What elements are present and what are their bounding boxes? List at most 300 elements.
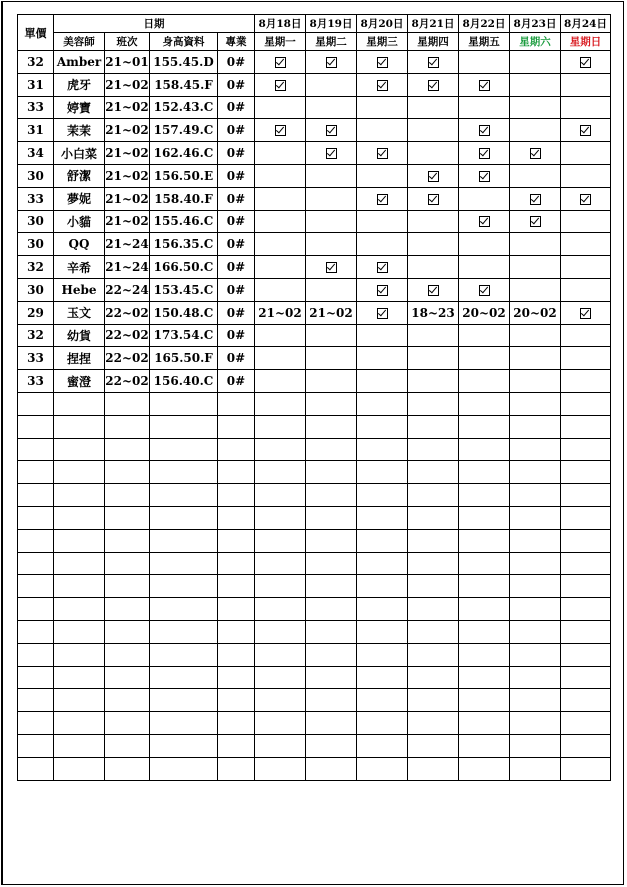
empty-cell[interactable]: [54, 757, 105, 780]
empty-cell[interactable]: [255, 757, 306, 780]
empty-cell[interactable]: [561, 689, 611, 712]
day-cell[interactable]: [561, 324, 611, 347]
empty-cell[interactable]: [306, 484, 357, 507]
day-cell[interactable]: [306, 324, 357, 347]
empty-cell[interactable]: [218, 529, 255, 552]
stylist-cell[interactable]: 虎牙: [54, 73, 105, 96]
day-cell[interactable]: [306, 256, 357, 279]
empty-cell[interactable]: [510, 506, 561, 529]
empty-cell[interactable]: [150, 712, 218, 735]
empty-cell[interactable]: [255, 620, 306, 643]
day-cell[interactable]: [561, 73, 611, 96]
day-cell[interactable]: [561, 370, 611, 393]
empty-cell[interactable]: [255, 598, 306, 621]
day-cell[interactable]: [408, 96, 459, 119]
stylist-cell[interactable]: 玉文: [54, 301, 105, 324]
day-cell[interactable]: [510, 347, 561, 370]
stylist-cell[interactable]: 辛希: [54, 256, 105, 279]
stylist-cell[interactable]: Hebe: [54, 278, 105, 301]
empty-cell[interactable]: [105, 712, 150, 735]
empty-cell[interactable]: [306, 689, 357, 712]
empty-cell[interactable]: [408, 506, 459, 529]
empty-cell[interactable]: [510, 643, 561, 666]
day-cell[interactable]: [561, 96, 611, 119]
day-cell[interactable]: [510, 278, 561, 301]
empty-cell[interactable]: [357, 506, 408, 529]
day-cell[interactable]: [510, 73, 561, 96]
empty-cell[interactable]: [408, 552, 459, 575]
empty-cell[interactable]: [54, 666, 105, 689]
day-cell[interactable]: [255, 51, 306, 74]
day-cell[interactable]: [357, 142, 408, 165]
day-cell[interactable]: 20~02: [459, 301, 510, 324]
empty-cell[interactable]: [459, 643, 510, 666]
empty-cell[interactable]: [150, 415, 218, 438]
empty-cell[interactable]: [510, 757, 561, 780]
empty-cell[interactable]: [105, 757, 150, 780]
empty-cell[interactable]: [408, 712, 459, 735]
empty-cell[interactable]: [105, 392, 150, 415]
empty-cell[interactable]: [459, 392, 510, 415]
empty-cell[interactable]: [18, 689, 54, 712]
day-cell[interactable]: [510, 142, 561, 165]
empty-cell[interactable]: [306, 552, 357, 575]
day-cell[interactable]: [561, 119, 611, 142]
empty-cell[interactable]: [255, 689, 306, 712]
empty-cell[interactable]: [459, 575, 510, 598]
empty-cell[interactable]: [459, 734, 510, 757]
empty-cell[interactable]: [218, 643, 255, 666]
day-cell[interactable]: [306, 51, 357, 74]
empty-cell[interactable]: [357, 438, 408, 461]
empty-cell[interactable]: [306, 712, 357, 735]
day-cell[interactable]: [357, 370, 408, 393]
empty-cell[interactable]: [255, 643, 306, 666]
empty-cell[interactable]: [105, 689, 150, 712]
empty-cell[interactable]: [150, 461, 218, 484]
empty-cell[interactable]: [218, 575, 255, 598]
empty-cell[interactable]: [561, 620, 611, 643]
empty-cell[interactable]: [561, 506, 611, 529]
empty-cell[interactable]: [408, 392, 459, 415]
empty-cell[interactable]: [150, 598, 218, 621]
empty-cell[interactable]: [255, 529, 306, 552]
day-cell[interactable]: [306, 370, 357, 393]
day-cell[interactable]: [357, 256, 408, 279]
day-cell[interactable]: [255, 210, 306, 233]
day-cell[interactable]: [408, 210, 459, 233]
empty-cell[interactable]: [54, 734, 105, 757]
empty-cell[interactable]: [105, 643, 150, 666]
empty-cell[interactable]: [408, 484, 459, 507]
empty-cell[interactable]: [18, 666, 54, 689]
empty-cell[interactable]: [255, 438, 306, 461]
empty-cell[interactable]: [18, 529, 54, 552]
empty-cell[interactable]: [218, 666, 255, 689]
empty-cell[interactable]: [54, 620, 105, 643]
empty-cell[interactable]: [54, 712, 105, 735]
empty-cell[interactable]: [255, 734, 306, 757]
day-cell[interactable]: [561, 256, 611, 279]
empty-cell[interactable]: [150, 438, 218, 461]
empty-cell[interactable]: [150, 506, 218, 529]
empty-cell[interactable]: [510, 552, 561, 575]
day-cell[interactable]: [408, 164, 459, 187]
empty-cell[interactable]: [105, 484, 150, 507]
empty-cell[interactable]: [510, 529, 561, 552]
day-cell[interactable]: [561, 233, 611, 256]
empty-cell[interactable]: [255, 712, 306, 735]
day-cell[interactable]: [459, 73, 510, 96]
empty-cell[interactable]: [105, 666, 150, 689]
empty-cell[interactable]: [510, 392, 561, 415]
day-cell[interactable]: [306, 187, 357, 210]
day-cell[interactable]: [561, 187, 611, 210]
empty-cell[interactable]: [105, 415, 150, 438]
empty-cell[interactable]: [459, 461, 510, 484]
day-cell[interactable]: 18~23: [408, 301, 459, 324]
empty-cell[interactable]: [255, 575, 306, 598]
empty-cell[interactable]: [218, 392, 255, 415]
empty-cell[interactable]: [54, 438, 105, 461]
empty-cell[interactable]: [218, 506, 255, 529]
stylist-cell[interactable]: 小貓: [54, 210, 105, 233]
day-cell[interactable]: [510, 187, 561, 210]
day-cell[interactable]: [306, 119, 357, 142]
stylist-cell[interactable]: QQ: [54, 233, 105, 256]
empty-cell[interactable]: [255, 552, 306, 575]
empty-cell[interactable]: [510, 575, 561, 598]
empty-cell[interactable]: [218, 757, 255, 780]
empty-cell[interactable]: [18, 575, 54, 598]
day-cell[interactable]: [459, 370, 510, 393]
empty-cell[interactable]: [561, 461, 611, 484]
empty-cell[interactable]: [105, 506, 150, 529]
day-cell[interactable]: [357, 301, 408, 324]
empty-cell[interactable]: [255, 461, 306, 484]
day-cell[interactable]: [561, 347, 611, 370]
empty-cell[interactable]: [105, 620, 150, 643]
empty-cell[interactable]: [561, 529, 611, 552]
empty-cell[interactable]: [18, 643, 54, 666]
day-cell[interactable]: [459, 210, 510, 233]
day-cell[interactable]: [255, 233, 306, 256]
empty-cell[interactable]: [510, 461, 561, 484]
empty-cell[interactable]: [54, 575, 105, 598]
stylist-cell[interactable]: 舒潔: [54, 164, 105, 187]
empty-cell[interactable]: [54, 506, 105, 529]
empty-cell[interactable]: [459, 438, 510, 461]
empty-cell[interactable]: [459, 506, 510, 529]
empty-cell[interactable]: [357, 666, 408, 689]
day-cell[interactable]: [357, 278, 408, 301]
day-cell[interactable]: [255, 187, 306, 210]
day-cell[interactable]: [255, 347, 306, 370]
empty-cell[interactable]: [357, 734, 408, 757]
day-cell[interactable]: [357, 73, 408, 96]
empty-cell[interactable]: [18, 620, 54, 643]
empty-cell[interactable]: [459, 529, 510, 552]
empty-cell[interactable]: [306, 506, 357, 529]
empty-cell[interactable]: [408, 620, 459, 643]
empty-cell[interactable]: [561, 575, 611, 598]
day-cell[interactable]: [357, 187, 408, 210]
empty-cell[interactable]: [510, 620, 561, 643]
empty-cell[interactable]: [150, 643, 218, 666]
empty-cell[interactable]: [306, 529, 357, 552]
day-cell[interactable]: [357, 210, 408, 233]
empty-cell[interactable]: [561, 757, 611, 780]
empty-cell[interactable]: [561, 666, 611, 689]
empty-cell[interactable]: [54, 529, 105, 552]
day-cell[interactable]: [459, 187, 510, 210]
empty-cell[interactable]: [459, 666, 510, 689]
empty-cell[interactable]: [357, 392, 408, 415]
empty-cell[interactable]: [510, 484, 561, 507]
day-cell[interactable]: [306, 142, 357, 165]
day-cell[interactable]: [459, 347, 510, 370]
day-cell[interactable]: [510, 370, 561, 393]
stylist-cell[interactable]: 捏捏: [54, 347, 105, 370]
day-cell[interactable]: [459, 256, 510, 279]
empty-cell[interactable]: [150, 575, 218, 598]
empty-cell[interactable]: [510, 712, 561, 735]
empty-cell[interactable]: [105, 575, 150, 598]
empty-cell[interactable]: [408, 461, 459, 484]
empty-cell[interactable]: [357, 620, 408, 643]
empty-cell[interactable]: [561, 598, 611, 621]
day-cell[interactable]: [459, 96, 510, 119]
day-cell[interactable]: [408, 142, 459, 165]
empty-cell[interactable]: [18, 461, 54, 484]
empty-cell[interactable]: [510, 689, 561, 712]
day-cell[interactable]: 20~02: [510, 301, 561, 324]
empty-cell[interactable]: [408, 689, 459, 712]
empty-cell[interactable]: [459, 484, 510, 507]
empty-cell[interactable]: [150, 666, 218, 689]
empty-cell[interactable]: [218, 620, 255, 643]
day-cell[interactable]: [459, 233, 510, 256]
empty-cell[interactable]: [54, 415, 105, 438]
empty-cell[interactable]: [510, 734, 561, 757]
day-cell[interactable]: 21~02: [306, 301, 357, 324]
day-cell[interactable]: [459, 51, 510, 74]
empty-cell[interactable]: [408, 575, 459, 598]
empty-cell[interactable]: [561, 392, 611, 415]
empty-cell[interactable]: [150, 529, 218, 552]
empty-cell[interactable]: [408, 529, 459, 552]
empty-cell[interactable]: [408, 598, 459, 621]
empty-cell[interactable]: [408, 757, 459, 780]
empty-cell[interactable]: [357, 575, 408, 598]
empty-cell[interactable]: [306, 461, 357, 484]
empty-cell[interactable]: [306, 438, 357, 461]
empty-cell[interactable]: [105, 438, 150, 461]
empty-cell[interactable]: [255, 484, 306, 507]
day-cell[interactable]: [357, 164, 408, 187]
empty-cell[interactable]: [255, 392, 306, 415]
empty-cell[interactable]: [18, 415, 54, 438]
stylist-cell[interactable]: 蜜澄: [54, 370, 105, 393]
empty-cell[interactable]: [561, 734, 611, 757]
empty-cell[interactable]: [408, 438, 459, 461]
empty-cell[interactable]: [150, 620, 218, 643]
day-cell[interactable]: [408, 119, 459, 142]
empty-cell[interactable]: [218, 461, 255, 484]
empty-cell[interactable]: [459, 415, 510, 438]
day-cell[interactable]: [561, 164, 611, 187]
day-cell[interactable]: [408, 278, 459, 301]
empty-cell[interactable]: [510, 415, 561, 438]
day-cell[interactable]: [357, 96, 408, 119]
empty-cell[interactable]: [561, 484, 611, 507]
day-cell[interactable]: [408, 370, 459, 393]
day-cell[interactable]: [306, 278, 357, 301]
empty-cell[interactable]: [150, 392, 218, 415]
day-cell[interactable]: [408, 233, 459, 256]
day-cell[interactable]: [459, 278, 510, 301]
empty-cell[interactable]: [357, 552, 408, 575]
day-cell[interactable]: [561, 278, 611, 301]
empty-cell[interactable]: [357, 529, 408, 552]
empty-cell[interactable]: [357, 643, 408, 666]
day-cell[interactable]: [408, 347, 459, 370]
day-cell[interactable]: [306, 210, 357, 233]
day-cell[interactable]: [408, 256, 459, 279]
empty-cell[interactable]: [459, 552, 510, 575]
empty-cell[interactable]: [255, 415, 306, 438]
empty-cell[interactable]: [357, 757, 408, 780]
day-cell[interactable]: [306, 347, 357, 370]
empty-cell[interactable]: [306, 620, 357, 643]
empty-cell[interactable]: [408, 643, 459, 666]
day-cell[interactable]: [408, 187, 459, 210]
day-cell[interactable]: [510, 210, 561, 233]
day-cell[interactable]: [357, 324, 408, 347]
day-cell[interactable]: [561, 210, 611, 233]
empty-cell[interactable]: [218, 484, 255, 507]
day-cell[interactable]: [408, 324, 459, 347]
empty-cell[interactable]: [306, 575, 357, 598]
empty-cell[interactable]: [218, 689, 255, 712]
empty-cell[interactable]: [150, 689, 218, 712]
day-cell[interactable]: [306, 96, 357, 119]
empty-cell[interactable]: [54, 643, 105, 666]
empty-cell[interactable]: [18, 712, 54, 735]
empty-cell[interactable]: [357, 689, 408, 712]
empty-cell[interactable]: [459, 689, 510, 712]
empty-cell[interactable]: [150, 552, 218, 575]
empty-cell[interactable]: [18, 392, 54, 415]
empty-cell[interactable]: [408, 666, 459, 689]
day-cell[interactable]: [255, 73, 306, 96]
day-cell[interactable]: [255, 142, 306, 165]
empty-cell[interactable]: [54, 484, 105, 507]
empty-cell[interactable]: [510, 598, 561, 621]
empty-cell[interactable]: [218, 438, 255, 461]
day-cell[interactable]: [357, 51, 408, 74]
stylist-cell[interactable]: 小白菜: [54, 142, 105, 165]
day-cell[interactable]: [459, 164, 510, 187]
empty-cell[interactable]: [105, 734, 150, 757]
day-cell[interactable]: [561, 142, 611, 165]
empty-cell[interactable]: [510, 438, 561, 461]
empty-cell[interactable]: [18, 438, 54, 461]
empty-cell[interactable]: [561, 712, 611, 735]
day-cell[interactable]: [306, 164, 357, 187]
day-cell[interactable]: [306, 233, 357, 256]
empty-cell[interactable]: [255, 506, 306, 529]
empty-cell[interactable]: [218, 415, 255, 438]
empty-cell[interactable]: [306, 598, 357, 621]
empty-cell[interactable]: [105, 461, 150, 484]
day-cell[interactable]: [510, 164, 561, 187]
empty-cell[interactable]: [306, 666, 357, 689]
empty-cell[interactable]: [510, 666, 561, 689]
empty-cell[interactable]: [561, 415, 611, 438]
empty-cell[interactable]: [561, 552, 611, 575]
day-cell[interactable]: [255, 119, 306, 142]
empty-cell[interactable]: [18, 598, 54, 621]
empty-cell[interactable]: [218, 552, 255, 575]
empty-cell[interactable]: [357, 461, 408, 484]
empty-cell[interactable]: [561, 438, 611, 461]
empty-cell[interactable]: [459, 620, 510, 643]
empty-cell[interactable]: [105, 552, 150, 575]
empty-cell[interactable]: [150, 484, 218, 507]
day-cell[interactable]: [510, 324, 561, 347]
empty-cell[interactable]: [105, 529, 150, 552]
empty-cell[interactable]: [105, 598, 150, 621]
empty-cell[interactable]: [408, 415, 459, 438]
empty-cell[interactable]: [306, 415, 357, 438]
stylist-cell[interactable]: 夢妮: [54, 187, 105, 210]
empty-cell[interactable]: [357, 598, 408, 621]
day-cell[interactable]: [561, 301, 611, 324]
day-cell[interactable]: [510, 256, 561, 279]
empty-cell[interactable]: [306, 643, 357, 666]
empty-cell[interactable]: [255, 666, 306, 689]
stylist-cell[interactable]: 幼貨: [54, 324, 105, 347]
day-cell[interactable]: [459, 119, 510, 142]
empty-cell[interactable]: [459, 757, 510, 780]
empty-cell[interactable]: [357, 484, 408, 507]
empty-cell[interactable]: [357, 712, 408, 735]
day-cell[interactable]: [510, 233, 561, 256]
day-cell[interactable]: [510, 96, 561, 119]
empty-cell[interactable]: [218, 712, 255, 735]
empty-cell[interactable]: [459, 712, 510, 735]
stylist-cell[interactable]: 婷寶: [54, 96, 105, 119]
day-cell[interactable]: [561, 51, 611, 74]
empty-cell[interactable]: [54, 461, 105, 484]
day-cell[interactable]: 21~02: [255, 301, 306, 324]
day-cell[interactable]: [357, 233, 408, 256]
empty-cell[interactable]: [54, 689, 105, 712]
empty-cell[interactable]: [459, 598, 510, 621]
empty-cell[interactable]: [150, 734, 218, 757]
stylist-cell[interactable]: Amber: [54, 51, 105, 74]
empty-cell[interactable]: [561, 643, 611, 666]
day-cell[interactable]: [510, 119, 561, 142]
empty-cell[interactable]: [218, 598, 255, 621]
empty-cell[interactable]: [18, 552, 54, 575]
empty-cell[interactable]: [306, 757, 357, 780]
empty-cell[interactable]: [54, 392, 105, 415]
empty-cell[interactable]: [18, 506, 54, 529]
empty-cell[interactable]: [18, 484, 54, 507]
empty-cell[interactable]: [218, 734, 255, 757]
